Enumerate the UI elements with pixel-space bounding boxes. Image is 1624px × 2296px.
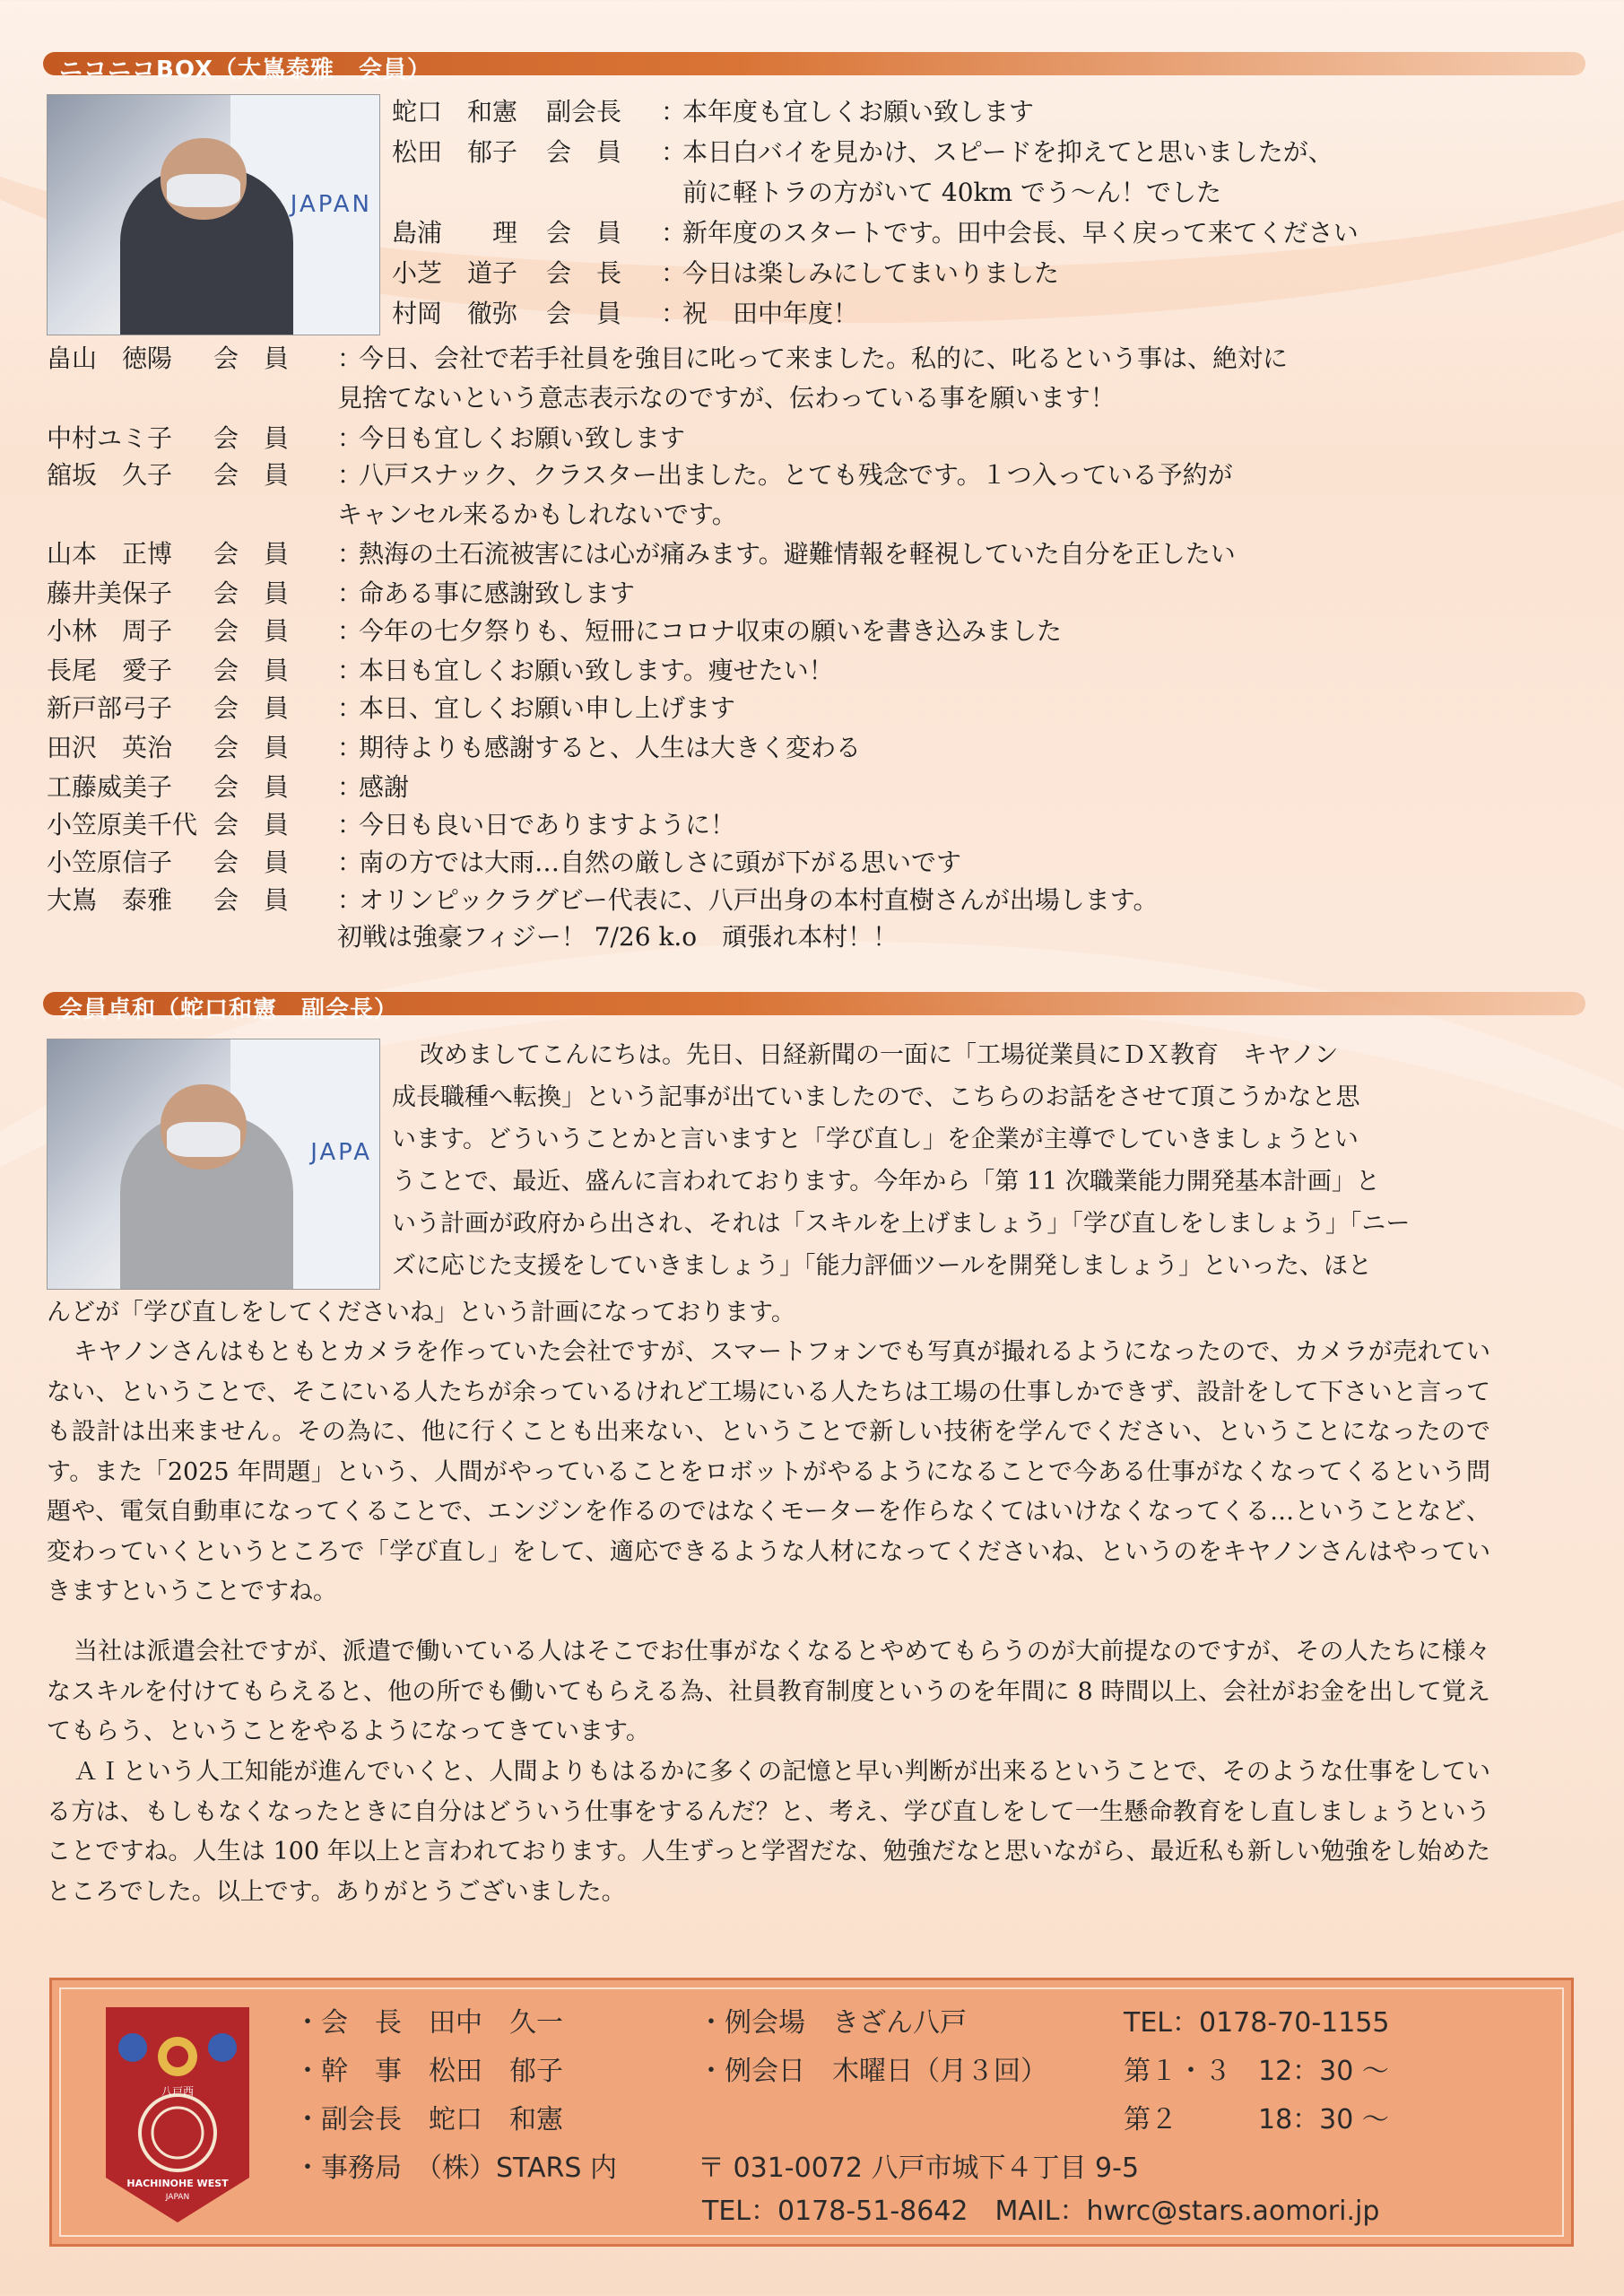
member-name: 島浦 理 <box>392 218 518 248</box>
nikoniko-row: 中村ユミ子 会 員 ：今日も宜しくお願い致します <box>47 419 685 458</box>
member-name: 新戸部弓子 <box>47 693 173 723</box>
member-name: 小芝 道子 <box>392 258 518 288</box>
meeting-day: ・例会日 木曜日（月３回） <box>698 2056 1047 2087</box>
svg-text:八戸西: 八戸西 <box>161 2085 195 2098</box>
banner-text: JAPAN <box>290 190 372 218</box>
member-message: 本日白バイを見かけ、スピードを抑えてと思いましたが、 <box>682 137 1333 167</box>
meeting-time-2: 第２ 18：30 ～ <box>1124 2104 1389 2135</box>
member-role: 会 員 <box>213 848 290 877</box>
speech-paragraph: キヤノンさんはもともとカメラを作っていた会社ですが、スマートフォンでも写真が撮れるようになったので、カメラが売れていない、ということで、そこにいる人たちが余っているけれど工場にいる人たちは工場の仕事しかできず、設計をして下さいと言っても設計は出来ません。その為に、他に行くことも出来ない、ということで新しい技術を学んでください、ということになったのです。また「2025 年問題」という、人間がやっていることをロボットがやるようになることで今ある仕事がなくなってくるという問題や、電気自動車になってくることで、エンジンを作るのではなくモーターを作らなくてはいけなくなってくる…ということなど、変わっていくというところで「学び直し」をして、適応できるような人材になってくださいね、というのをキヤノンさんはやっていきますということですね。 <box>47 1338 1490 1605</box>
nikoniko-row: 長尾 愛子 会 員 ：本日も宜しくお願い致します。痩せたい！ <box>47 651 834 691</box>
svg-text:JAPAN: JAPAN <box>165 2193 190 2202</box>
member-message: 八戸スナック、クラスター出ました。とても残念です。１つ入っている予約が <box>359 460 1233 490</box>
office: ・事務局 （株）STARS 内 <box>294 2152 617 2184</box>
member-message: 今日、会社で若手社員を強目に叱って来ました。私的に、叱るという事は、絶対に <box>359 344 1289 373</box>
member-role: 会 員 <box>213 539 290 569</box>
nikoniko-row: 舘坂 久子 会 員 ：八戸スナック、クラスター出ました。とても残念です。１つ入っている予約が <box>47 456 1233 495</box>
nikoniko-row: 畠山 徳陽 会 員 ：今日、会社で若手社員を強目に叱って来ました。私的に、叱るという事は、絶対に <box>47 339 1288 378</box>
speech-line: ズに応じた支援をしていきましょう」「能力評価ツールを開発しましょう」といった、ほと <box>392 1252 1372 1280</box>
member-role: 会 員 <box>213 616 290 646</box>
member-message: 今日は楽しみにしてまいりました <box>682 258 1060 288</box>
member-name: 小林 周子 <box>47 616 173 646</box>
venue: ・例会場 きざん八戸 <box>698 2007 967 2039</box>
section-header-speech <box>43 992 1585 1023</box>
venue-phone: TEL：0178-70-1155 <box>1124 2007 1390 2039</box>
speech-paragraph: 当社は派遣会社ですが、派遣で働いている人はそこでお仕事がなくなるとやめてもらうのが大前提なのですが、その人たちに様々なスキルを付けてもらえると、他の所でも働いてもらえる為、社員教育制度というのを年間に 8 時間以上、会社がお金を出して覚えてもらう、ということをやるようになってきています。 <box>47 1638 1490 1745</box>
member-name: 小笠原美千代 <box>47 810 198 839</box>
section-title: ニコニコBOX（大嶌泰雅 会員） <box>59 57 432 83</box>
message-continuation: 見捨てないという意志表示なのですが、伝わっている事を願います！ <box>337 383 1116 413</box>
member-name: 蛇口 和憲 <box>392 97 518 126</box>
secretary: ・幹 事 松田 郁子 <box>294 2056 563 2087</box>
member-message: 今日も宜しくお願い致します <box>359 423 686 453</box>
member-role: 会 員 <box>546 299 622 328</box>
member-role: 会 員 <box>213 578 290 608</box>
office-contact: TEL：0178-51-8642 MAIL：hwrc@stars.aomori.jp <box>702 2196 1380 2227</box>
speech-line: 改めましてこんにちは。先日、日経新聞の一面に「工場従業員にＤＸ教育 キヤノン <box>420 1041 1339 1069</box>
nikoniko-row: 田沢 英治 会 員 ：期待よりも感謝すると、人生は大きく変わる <box>47 728 861 768</box>
member-message: 本年度も宜しくお願い致します <box>682 97 1035 126</box>
nikoniko-row: 松田 郁子 会 員 ：本日白バイを見かけ、スピードを抑えてと思いましたが、 <box>392 133 1333 172</box>
message-continuation: 初戦は強豪フィジー！ 7/26 k.o 頑張れ本村！！ <box>337 922 899 952</box>
member-role: 会 員 <box>213 460 290 490</box>
vice-president: ・副会長 蛇口 和憲 <box>294 2104 563 2135</box>
nikoniko-row: 藤井美保子 会 員 ：命ある事に感謝致します <box>47 574 635 613</box>
member-message: 今日も良い日でありますように！ <box>359 810 736 839</box>
nikoniko-row: 新戸部弓子 会 員 ：本日、宜しくお願い申し上げます <box>47 689 735 728</box>
member-name: 舘坂 久子 <box>47 460 173 490</box>
club-info-footer <box>49 1978 1574 2247</box>
member-role: 会 員 <box>546 137 622 167</box>
member-role: 会 員 <box>213 693 290 723</box>
member-message: オリンピックラグビー代表に、八戸出身の本村直樹さんが出場します。 <box>359 885 1159 915</box>
speech-line: うことで、最近、盛んに言われております。今年から「第 11 次職業能力開発基本計画」と <box>392 1168 1380 1196</box>
nikoniko-row: 蛇口 和憲 副会長 ：本年度も宜しくお願い致します <box>392 92 1034 132</box>
member-message: 新年度のスタートです。田中会長、早く戻って来てください <box>682 218 1359 248</box>
member-message: 本日、宜しくお願い申し上げます <box>359 693 736 723</box>
speech-line: いう計画が政府から出され、それは「スキルを上げましょう」「学び直しをしましょう」「ニー <box>392 1210 1411 1238</box>
member-name: 村岡 徹弥 <box>392 299 518 328</box>
member-name: 藤井美保子 <box>47 578 173 608</box>
member-message: 本日も宜しくお願い致します。痩せたい！ <box>359 656 834 685</box>
member-photo <box>47 94 380 335</box>
nikoniko-row: 村岡 徹弥 会 員 ：祝 田中年度！ <box>392 294 858 334</box>
member-name: 田沢 英治 <box>47 733 173 762</box>
speech-paragraph: ＡＩという人工知能が進んでいくと、人間よりもはるかに多くの記憶と早い判断が出来るということで、そのような仕事をしている方は、もしもなくなったときに自分はどういう仕事をするんだ？と、考え、学び直しをして一生懸命教育をし直しましょうということですね。人生は 100 年以上と言われております。人生ずっと学習だな、勉強だなと思いながら、最近私も新しい勉強をし始めたところでした。以上です。ありがとうございました。 <box>47 1758 1490 1906</box>
nikoniko-row: 工藤威美子 会 員 ：感謝 <box>47 768 409 807</box>
svg-text:HACHINOHE WEST: HACHINOHE WEST <box>126 2178 229 2189</box>
section-title: 会員卓和（蛇口和憲 副会長） <box>59 996 399 1023</box>
member-role: 副会長 <box>546 97 622 126</box>
nikoniko-row: 小林 周子 会 員 ：今年の七夕祭りも、短冊にコロナ収束の願いを書き込みました <box>47 612 1062 651</box>
nikoniko-row: 小笠原信子 会 員 ：南の方では大雨…自然の厳しさに頭が下がる思いです <box>47 843 961 883</box>
member-name: 中村ユミ子 <box>47 423 173 453</box>
member-role: 会 員 <box>213 423 290 453</box>
nikoniko-row: 山本 正博 会 員 ：熱海の土石流被害には心が痛みます。避難情報を軽視していた自分を正したい <box>47 535 1236 574</box>
member-name: 松田 郁子 <box>392 137 518 167</box>
club-emblem-icon <box>106 2007 249 2222</box>
member-role: 会 員 <box>213 656 290 685</box>
nikoniko-row: 小笠原美千代 会 員 ：今日も良い日でありますように！ <box>47 805 735 845</box>
member-name: 山本 正博 <box>47 539 173 569</box>
member-name: 畠山 徳陽 <box>47 344 173 373</box>
member-message: 期待よりも感謝すると、人生は大きく変わる <box>359 733 862 762</box>
member-role: 会 員 <box>213 733 290 762</box>
member-role: 会 員 <box>213 772 290 802</box>
member-message: 今年の七夕祭りも、短冊にコロナ収束の願いを書き込みました <box>359 616 1063 646</box>
member-message: 熱海の土石流被害には心が痛みます。避難情報を軽視していた自分を正したい <box>359 539 1236 569</box>
member-message: 南の方では大雨…自然の厳しさに頭が下がる思いです <box>359 848 962 877</box>
member-role: 会 員 <box>213 885 290 915</box>
member-role: 会 員 <box>213 344 290 373</box>
member-role: 会 員 <box>546 218 622 248</box>
member-name: 工藤威美子 <box>47 772 173 802</box>
nikoniko-row: 小芝 道子 会 長 ：今日は楽しみにしてまいりました <box>392 254 1059 293</box>
member-name: 大嶌 泰雅 <box>47 885 173 915</box>
member-message: 命ある事に感謝致します <box>359 578 636 608</box>
member-role: 会 長 <box>546 258 622 288</box>
office-address: 〒 031-0072 八戸市城下４丁目 9-5 <box>698 2152 1140 2184</box>
message-continuation: キャンセル来るかもしれないです。 <box>337 500 737 529</box>
member-role: 会 員 <box>213 810 290 839</box>
member-name: 長尾 愛子 <box>47 656 173 685</box>
member-name: 小笠原信子 <box>47 848 173 877</box>
meeting-time-1: 第１・３ 12：30 ～ <box>1124 2056 1389 2087</box>
member-message: 感謝 <box>359 772 410 802</box>
speech-line: んどが「学び直しをしてくださいね」という計画になっております。 <box>47 1299 795 1326</box>
message-continuation: 前に軽トラの方がいて 40km でう～ん！でした <box>682 178 1221 207</box>
member-message: 祝 田中年度！ <box>682 299 859 328</box>
speech-line: 成長職種へ転換」という記事が出ていましたので、こちらのお話をさせて頂こうかなと思 <box>392 1083 1360 1111</box>
president: ・会 長 田中 久一 <box>294 2007 563 2039</box>
nikoniko-row: 大嶌 泰雅 会 員 ：オリンピックラグビー代表に、八戸出身の本村直樹さんが出場します。 <box>47 881 1159 920</box>
speaker-photo <box>47 1039 380 1290</box>
banner-text: JAPA <box>310 1139 372 1167</box>
speech-line: います。どういうことかと言いますと「学び直し」を企業が主導でしていきましょうとい <box>392 1126 1359 1153</box>
section-header-nikoniko <box>43 52 1585 83</box>
nikoniko-row: 島浦 理 会 員 ：新年度のスタートです。田中会長、早く戻って来てください <box>392 213 1359 253</box>
